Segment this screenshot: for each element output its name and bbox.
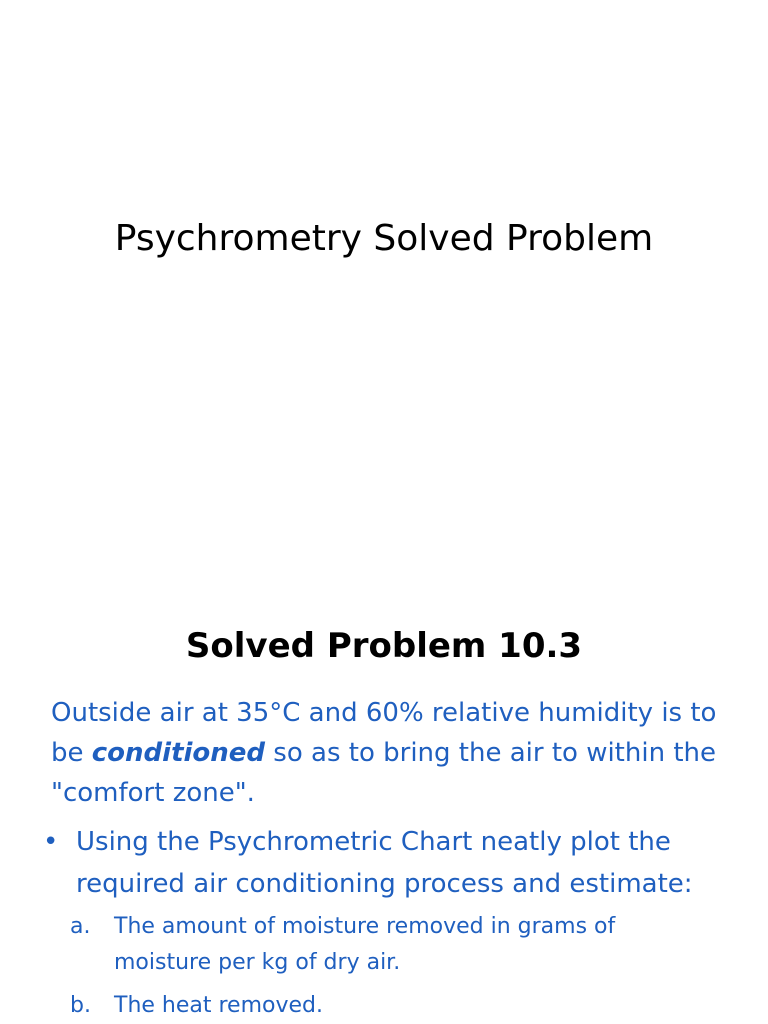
slide-problem bbox=[0, 576, 768, 1024]
presentation-title: Psychrometry Solved Problem bbox=[114, 218, 654, 259]
problem-statement-part-1: Outside air at 35°C and 60% relative humidity is to be bbox=[51, 698, 717, 768]
problem-statement-part-2: so as to bring the air to within the "comfort zone". bbox=[51, 738, 716, 808]
list-text-a: The amount of moisture removed in grams of moisture per kg of dry air. bbox=[114, 914, 616, 975]
list-marker-a: a. bbox=[70, 914, 91, 939]
bullet-marker: • bbox=[43, 827, 59, 857]
bullet-text: Using the Psychrometric Chart neatly plot the required air conditioning process and estimate: bbox=[76, 827, 693, 899]
problem-title: Solved Problem 10.3 bbox=[185, 626, 583, 666]
list-text-b: The heat removed. bbox=[114, 993, 323, 1018]
list-marker-b: b. bbox=[70, 993, 91, 1018]
emphasis-conditioned: conditioned bbox=[91, 738, 266, 768]
problem-statement bbox=[51, 693, 751, 813]
